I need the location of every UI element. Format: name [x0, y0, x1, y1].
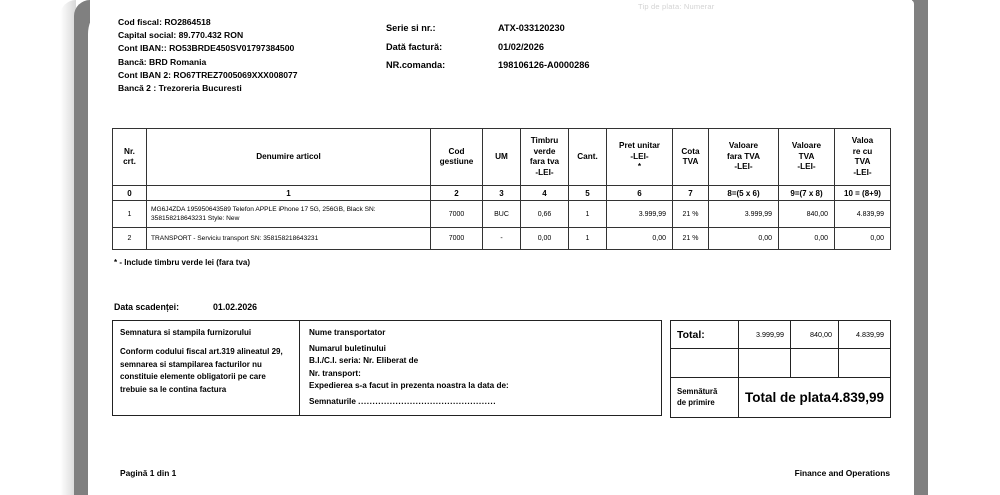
- cell-description: MG6J4ZDA 195950643589 Telefon APPLE iPhone 17 5G, 256GB, Black SN: 358158218643231 Style: New: [147, 201, 431, 228]
- total-de-plata-cell: [739, 378, 891, 418]
- col-header-timbru-verde: Timbru verde fara tva -LEI-: [521, 129, 569, 186]
- cell-nr: 2: [113, 228, 147, 250]
- invoice-date-label: Dată factură:: [386, 41, 443, 52]
- totals-row: [671, 321, 891, 349]
- id-number-label: Numarul buletinului: [309, 343, 386, 353]
- cell-valoare-tva: 840,00: [779, 201, 835, 228]
- blank-cell: [791, 349, 839, 378]
- cell-valoare-cu-tva: 0,00: [835, 228, 891, 250]
- id-series-label: B.I./C.I. seria: Nr. Eliberat de: [309, 356, 419, 366]
- supplier-signature-text: Conform codului fiscal art.319 alineatul 29, semnarea si stampilarea facturilor nu constituie elemente obligatorii pe care trebuie sa le contina factura: [120, 347, 283, 394]
- cell-cod-gestiune: 7000: [431, 228, 483, 250]
- col-num: 2: [431, 186, 483, 201]
- table-row: [113, 228, 891, 250]
- col-num: 8=(5 x 6): [709, 186, 779, 201]
- invoice-meta-row: [386, 19, 589, 38]
- supplier-detail-line: Cont IBAN 2: RO67TREZ7005069XXX008077: [118, 69, 298, 80]
- supplier-detail-line: Cont IBAN:: RO53BRDE450SV01797384500: [118, 43, 295, 54]
- col-header-valoare-cu-tva: Valoa re cu TVA -LEI-: [835, 129, 891, 186]
- supplier-signature-box: [112, 320, 300, 416]
- col-header-nr-crt: Nr. crt.: [113, 129, 147, 186]
- order-number-label: NR.comanda:: [386, 60, 446, 70]
- cell-pret-unitar: 0,00: [607, 228, 673, 250]
- col-num: 4: [521, 186, 569, 201]
- column-number-row: [113, 186, 891, 201]
- page-number: Pagină 1 din 1: [120, 468, 177, 478]
- col-num: 6: [607, 186, 673, 201]
- col-header-cota-tva: Cota TVA: [673, 129, 709, 186]
- total-de-plata-value: 4.839,99: [831, 390, 884, 405]
- col-header-valoare-tva: Valoare TVA -LEI-: [779, 129, 835, 186]
- cell-nr: 1: [113, 201, 147, 228]
- supplier-detail-line: Bancă: BRD Romania: [118, 56, 207, 67]
- invoice-series-label: Serie si nr.:: [386, 23, 436, 33]
- col-num: 10 = (8+9): [835, 186, 891, 201]
- transporter-box: [300, 320, 662, 416]
- supplier-signature-title: Semnatura si stampila furnizorului: [120, 328, 252, 337]
- cell-valoare-tva: 0,00: [779, 228, 835, 250]
- total-tva: 840,00: [791, 321, 839, 349]
- receipt-signature-label: Semnătură de primire: [671, 378, 739, 418]
- table-row: [113, 201, 891, 228]
- invoice-meta-row: [386, 38, 589, 57]
- signatures-row: [309, 396, 652, 409]
- transport-number-label: Nr. transport:: [309, 368, 361, 378]
- due-date-value: 01.02.2026: [213, 302, 258, 312]
- invoice-page: [88, 0, 914, 495]
- col-num: 9=(7 x 8): [779, 186, 835, 201]
- invoice-meta-block: [386, 19, 589, 75]
- timbru-verde-note: * - Include timbru verde lei (fara tva): [114, 258, 251, 267]
- total-de-plata-row: [671, 378, 891, 418]
- cell-valoare-fara-tva: 3.999,99: [709, 201, 779, 228]
- cell-cota-tva: 21 %: [673, 228, 709, 250]
- supplier-detail-line: Cod fiscal: RO2864518: [118, 17, 211, 27]
- cell-cantitate: 1: [569, 201, 607, 228]
- blank-cell: [671, 349, 739, 378]
- signature-dotted-line: ................................................: [358, 396, 497, 406]
- cell-cod-gestiune: 7000: [431, 201, 483, 228]
- blank-cell: [739, 349, 791, 378]
- blank-cell: [839, 349, 891, 378]
- col-header-denumire-articol: Denumire articol: [147, 129, 431, 186]
- transporter-name-label: Nume transportator: [309, 328, 386, 337]
- cell-timbru-verde: 0,00: [521, 228, 569, 250]
- cell-um: BUC: [483, 201, 521, 228]
- total-de-plata-label: Total de plata: [745, 390, 832, 405]
- supplier-details-block: [118, 16, 298, 95]
- col-header-pret-unitar: Pret unitar -LEI- *: [607, 129, 673, 186]
- totals-blank-row: [671, 349, 891, 378]
- bottom-section: [112, 320, 890, 416]
- cell-valoare-cu-tva: 4.839,99: [835, 201, 891, 228]
- cell-cantitate: 1: [569, 228, 607, 250]
- cell-cota-tva: 21 %: [673, 201, 709, 228]
- total-label: Total:: [671, 321, 739, 349]
- col-num: 1: [147, 186, 431, 201]
- line-items-table: [112, 128, 891, 250]
- due-date: [114, 302, 257, 312]
- col-num: 3: [483, 186, 521, 201]
- supplier-detail-line: Bancă 2 : Trezoreria Bucuresti: [118, 83, 242, 94]
- cell-description: TRANSPORT - Serviciu transport SN: 358158218643231: [147, 228, 431, 250]
- totals-box: [670, 320, 891, 418]
- col-num: 0: [113, 186, 147, 201]
- col-num: 5: [569, 186, 607, 201]
- signatures-label: Semnaturile: [309, 396, 356, 406]
- invoice-date-value: 01/02/2026: [498, 41, 544, 52]
- col-header-cantitate: Cant.: [569, 129, 607, 186]
- table-header-row: [113, 129, 891, 186]
- cell-um: -: [483, 228, 521, 250]
- total-fara-tva: 3.999,99: [739, 321, 791, 349]
- total-cu-tva: 4.839,99: [839, 321, 891, 349]
- cell-pret-unitar: 3.999,99: [607, 201, 673, 228]
- order-number-value: 198106126-A0000286: [498, 60, 590, 70]
- cell-valoare-fara-tva: 0,00: [709, 228, 779, 250]
- cutoff-text: Tip de plata: Numerar: [638, 2, 715, 11]
- col-header-valoare-fara-tva: Valoare fara TVA -LEI-: [709, 129, 779, 186]
- system-name: Finance and Operations: [794, 468, 890, 478]
- invoice-meta-row: [386, 56, 589, 75]
- shipping-date-label: Expedierea s-a facut in prezenta noastra la data de:: [309, 381, 509, 391]
- col-header-cod-gestiune: Cod gestiune: [431, 129, 483, 186]
- supplier-detail-line: Capital social: 89.770.432 RON: [118, 30, 244, 41]
- col-header-um: UM: [483, 129, 521, 186]
- col-num: 7: [673, 186, 709, 201]
- cell-timbru-verde: 0,66: [521, 201, 569, 228]
- due-date-label: Data scadenței:: [114, 302, 180, 312]
- page-shadow-right: [912, 0, 928, 495]
- invoice-series-value: ATX-033120230: [498, 23, 565, 33]
